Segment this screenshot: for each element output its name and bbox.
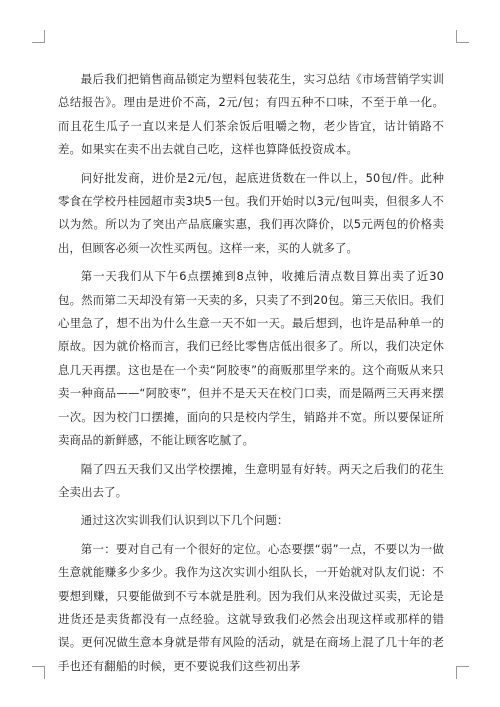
paragraph-lessons-intro: 通过这次实训我们认识到以下几个问题： (80, 513, 289, 528)
crop-mark-top-left (32, 30, 45, 43)
paragraph-product-choice: 最后我们把销售商品锁定为塑料包装花生，实习总结《市场营销学实训总结报告》。理由是进价不高，2元/包；有四五种不口味，不至于单一化。而且花生瓜子一直以来是人们茶余饭后咀嚼之物，老少皆宜，诂计销路不差。如果实在卖不出去就自己吃，这样也算降低投资成本。 (58, 72, 444, 157)
paragraph-sales-days: 第一天我们从下午6点摆摊到8点钟，收摊后清点数目算出卖了近30包。然而第二天却没有第一天卖的多，只卖了不到20包。第三天依旧。我们心里急了，想不出为什么生意一天不如一天。最后想到，也许是品种单一的原故。因为就价格而言，我们已经比零售店低出很多了。所以，我们决定休息几天再摆。这也是在一个卖“阿胶枣”的商贩那里学来的。这个商贩从来只卖一种商品——“阿胶枣”，但并不是天天在校门口卖，而是隔两三天再来摆一次。因为校门口摆摊，面向的只是校内学生，销路并不宽。所以要保证所卖商品的新鲜感，不能让顾客吃腻了。 (58, 269, 444, 448)
crop-mark-top-right (456, 30, 469, 43)
paragraph-lesson-one: 第一：要对自己有一个很好的定位。心态要摆“弱”一点，不要以为一做生意就能赚多少多少。我作为这次实训小组队长，一开始就对队友们说：不要想到赚，只要能做到不亏本就是胜利。因为我们从来没做过买卖，无论是进货还是卖货都没有一点经验。这就导致我们必然会出现这样或那样的错误。更何况做生意本身就是带有风险的活动，就是在商场上混了几十年的老手也还有翻船的时候，更不要说我们这些初出茅 (58, 541, 444, 673)
document-body (58, 68, 444, 683)
paragraph-wholesale-pricing: 问好批发商，进价是2元/包，起底进货数在一件以上，50包/件。此种零食在学校丹桂园超市卖3块5一包。我们开始时以3元/包叫卖，但很多人不以为然。所以为了突出产品底廉实惠，我们再次降价，以5元两包的价格卖出，但顾客必须一次性买两包。这样一来，买的人就多了。 (58, 170, 444, 255)
paragraph-resume-stall: 隔了四五天我们又出学校摆摊，生意明显有好转。两天之后我们的花生全卖出去了。 (58, 461, 444, 499)
crop-mark-bottom-right (456, 666, 469, 679)
crop-mark-bottom-left (32, 666, 45, 679)
